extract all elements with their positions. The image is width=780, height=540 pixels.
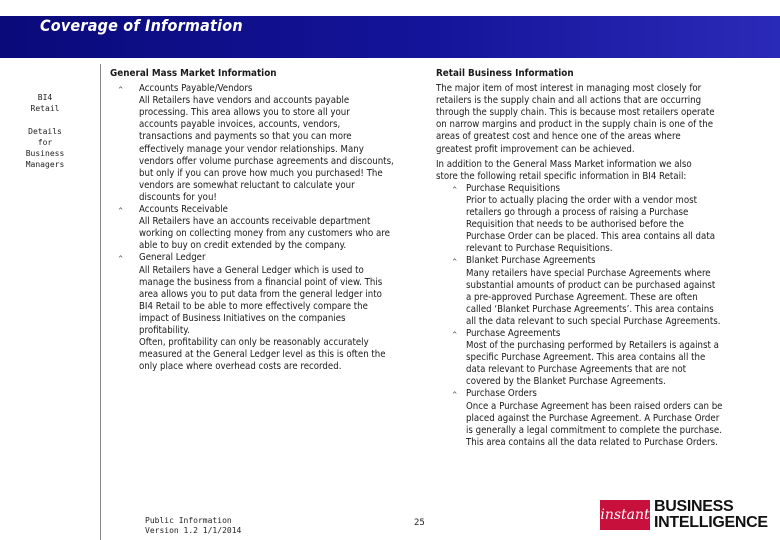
brand-logo-text — [654, 499, 768, 531]
item-line: retailers go through a process of raising a Purchase — [466, 207, 689, 219]
intro-line: greatest profit improvement can be achieved. — [436, 143, 635, 155]
item-line: relevant to Purchase Requisitions. — [466, 243, 613, 255]
item-line: able to buy on credit extended by the company. — [139, 240, 347, 252]
intro-line: In addition to the General Mass Market information we also — [436, 158, 692, 170]
intro-line: on narrow margins and product in the supply chain is one of the — [436, 119, 714, 131]
item-line: covered by the Blanket Purchase Agreements. — [466, 376, 666, 388]
intro-line: The major item of most interest in managing most closely for — [436, 83, 702, 95]
intro-line: retailers is the supply chain and all actions that are occurring — [436, 95, 702, 107]
left-list-item — [110, 83, 430, 204]
item-line: substantial amounts of product can be purchased against — [466, 279, 716, 291]
page-title: Coverage of Information — [40, 16, 243, 35]
item-line: Many retailers have special Purchase Agreements where — [466, 267, 711, 279]
intro-line: areas of greatest cost and hence one of the areas where — [436, 131, 681, 143]
item-line: all the data relevant to such special Purchase Agreements. — [466, 315, 721, 327]
bullet-icon: ^ — [452, 258, 458, 267]
item-line: Most of the purchasing performed by Retailers is against a — [466, 340, 719, 352]
item-line: area allows you to put data from the general ledger into — [139, 288, 382, 300]
item-title: Purchase Requisitions — [466, 182, 561, 194]
intro-line: store the following retail specific information in BI4 Retail: — [436, 170, 687, 182]
item-line: Often, profitability can only be reasonably accurately — [139, 337, 369, 349]
item-line: vendors are somewhat reluctant to calculate your — [139, 179, 355, 191]
item-line: Prior to actually placing the order with a vendor most — [466, 194, 697, 206]
left-list-item — [110, 204, 430, 252]
item-line: manage the business from a financial point of view. This — [139, 276, 383, 288]
footer-info — [145, 516, 241, 536]
item-line: This area contains all the data related to Purchase Orders. — [466, 436, 718, 448]
item-title: Accounts Payable/Vendors — [139, 83, 253, 95]
sidebar-audience-line: for — [37, 138, 53, 147]
item-line: accounts payable invoices, accounts, vendors, — [139, 119, 341, 131]
sidebar-audience — [20, 126, 70, 170]
brand-logo-line: BUSINESS — [654, 498, 734, 515]
item-line: BI4 Retail to be able to more effectively compare the — [139, 300, 368, 312]
sidebar-audience-line: Business — [25, 149, 65, 158]
footer-version: Version 1.2 1/1/2014 — [145, 526, 242, 535]
item-line: but only if you can prove how much you purchased! The — [139, 167, 383, 179]
general-info-column — [110, 68, 430, 373]
sidebar-audience-line: Details — [28, 127, 62, 136]
item-line: All Retailers have vendors and accounts payable — [139, 95, 350, 107]
sidebar-product-line: Retail — [30, 104, 60, 113]
page-number: 25 — [414, 518, 425, 528]
item-line: processing. This area allows you to store all your — [139, 107, 350, 119]
item-title: Blanket Purchase Agreements — [466, 255, 596, 267]
intro-line: through the supply chain. This is because most retailers operate — [436, 107, 715, 119]
left-list-item — [110, 252, 430, 373]
bullet-icon: ^ — [118, 207, 124, 216]
retail-info-heading: Retail Business Information — [436, 68, 574, 79]
bullet-icon: ^ — [452, 391, 458, 400]
item-line: effectively manage your vendor relationships. Many — [139, 143, 364, 155]
item-line: working on collecting money from any customers who are — [139, 228, 390, 240]
bullet-icon: ^ — [452, 330, 458, 339]
item-line: All Retailers have an accounts receivable department — [139, 216, 371, 228]
item-title: General Ledger — [139, 252, 206, 264]
sidebar-audience-line: Managers — [25, 160, 65, 169]
item-line: specific Purchase Agreement. This area contains all the — [466, 352, 706, 364]
item-line: profitability. — [139, 324, 190, 336]
retail-info-column — [436, 68, 766, 449]
right-list-item — [436, 183, 766, 256]
item-line: called ‘Blanket Purchase Agreements’. This area contains — [466, 303, 714, 315]
item-line: data relevant to Purchase Agreements that are not — [466, 364, 687, 376]
item-line: placed against the Purchase Agreement. A Purchase Order — [466, 412, 720, 424]
brand-logo-line: INTELLIGENCE — [654, 514, 768, 531]
item-line: All Retailers have a General Ledger which is used to — [139, 264, 364, 276]
bullet-icon: ^ — [118, 255, 124, 264]
item-line: impact of Business Initiatives on the companies — [139, 312, 346, 324]
sidebar-product-line: BI4 — [37, 93, 53, 102]
sidebar-product — [20, 92, 70, 114]
footer-classification: Public Information — [145, 516, 232, 525]
right-list-item — [436, 388, 766, 448]
item-line: Purchase Order can be placed. This area contains all data — [466, 231, 715, 243]
right-list-item — [436, 328, 766, 388]
divider-line — [100, 64, 101, 540]
right-list-item — [436, 255, 766, 328]
item-line: a pre-approved Purchase Agreement. These are often — [466, 291, 698, 303]
item-line: measured at the General Ledger level as this is often the — [139, 349, 386, 361]
item-title: Purchase Orders — [466, 388, 537, 400]
bullet-icon: ^ — [452, 185, 458, 194]
item-line: is generally a legal commitment to complete the purchase. — [466, 424, 722, 436]
item-line: discounts for you! — [139, 191, 217, 203]
brand-logo-mark: instant — [600, 500, 650, 530]
item-title: Accounts Receivable — [139, 204, 228, 216]
item-line: Requisition that needs to be authorised before the — [466, 219, 684, 231]
item-line: only place where overhead costs are recorded. — [139, 361, 342, 373]
item-line: Once a Purchase Agreement has been raised orders can be — [466, 400, 723, 412]
item-line: transactions and payments so that you can more — [139, 131, 352, 143]
bullet-icon: ^ — [118, 86, 124, 95]
item-title: Purchase Agreements — [466, 327, 561, 339]
general-info-heading: General Mass Market Information — [110, 68, 277, 79]
item-line: vendors offer volume purchase agreements and discounts, — [139, 155, 394, 167]
